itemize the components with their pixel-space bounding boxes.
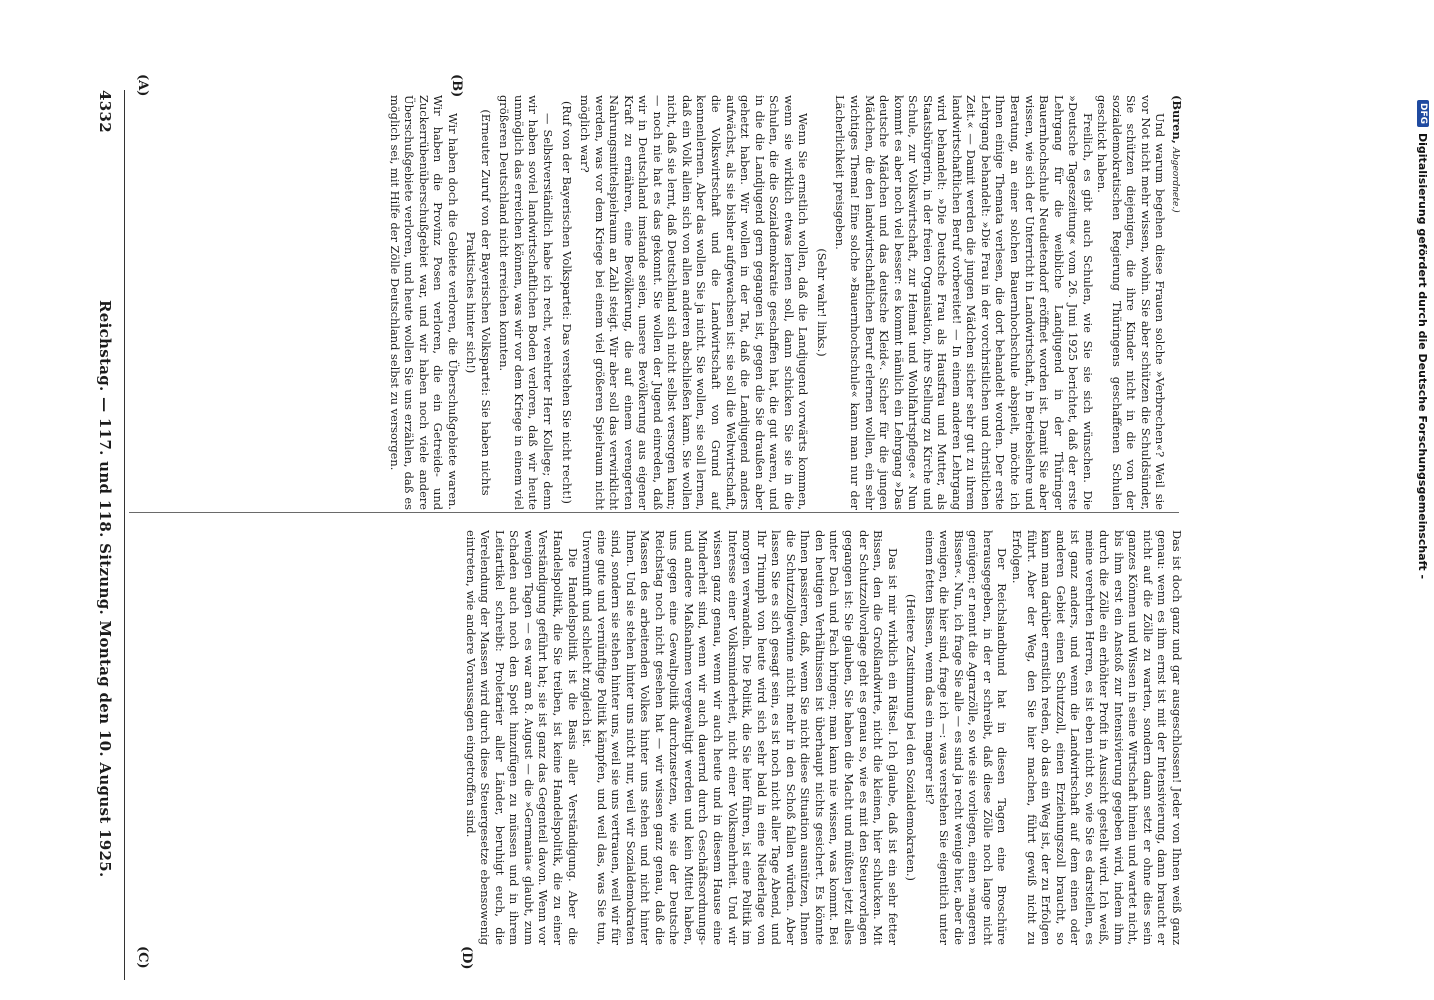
interjection: (Sehr wahr! links.): [814, 248, 829, 357]
paragraph: Und warum begehen diese Frauen solche »Verbrechen«? Weil sie vor Not nicht mehr wissen, wohin. Sie aber schützen die Schuldsünder, Sie schützen diejenigen, die ihre Kinder nicht in die von der sozialdemokratischen Regierung Thüringens geschaffenen Schulen geschickt haben.: [1095, 95, 1168, 510]
page-number: 4332: [96, 90, 114, 133]
margin-mark-b: (B): [449, 74, 464, 98]
page-header: [90, 90, 120, 940]
paragraph: Das ist doch ganz und gar ausgeschlossen! Jeder von Ihnen weiß ganz genau: wenn es ihm ernst ist mit der Intensivierung, dann braucht er nicht auf die Zölle zu warten, sondern dann setzt er ohne dies sein ganzes Können und Wissen in seine Wirtschaft hinein und wartet nicht, bis ihm erst ein Anstoß zur Intensivierung gegeben wird, indem ihm durch die Zölle ein erhöhter Profit in Aussicht gestellt wird. Ich weiß, meine verehrten Herren, es ist eben nicht so, wie Sie es darstellen, es ist ganz anders, und wenn die Landwirtschaft auf dem einen oder anderen Gebiet einen Schutzzoll, einen Erziehungszoll braucht, so kann man darüber ernstlich reden, ob das ein Weg ist, der zu Erfolgen führt. Aber der Weg, den Sie hier machen, führt gewiß nicht zu Erfolgen.: [1009, 530, 1184, 945]
speaker-line: [1167, 95, 1184, 510]
paragraph: — Selbstverständlich habe ich recht, verehrter Herr Kollege; denn wir haben soviel landwirtschaftlichen Boden verloren, daß wir heute unmöglich das erreichen können, was wir vor dem Kriege in einem viel größeren Deutschland nicht erreichen konnten.: [497, 95, 556, 510]
right-column: [129, 530, 1184, 945]
column-divider: [129, 512, 1179, 513]
digitization-credit: [1412, 100, 1434, 1000]
paragraph: Die Handelspolitik ist die Basis aller Verständigung. Aber die Handelspolitik, die Sie treiben, ist keine Handelspolitik, die zu einer Verständigung geführt hat; sie ist ganz das Gegenteil davon. Wenn vor wenigen Tagen — es war am 8. August — die »Germania« glaubt, zum Schaden auch noch den Spott hinzufügen zu müssen und in ihrem Leitartikel schreibt: Proletarier aller Länder, beruhigt euch, die Verelendung der Massen wird durch diese Steuergesetze ebensowenig eintreten, wie andere Voraussagen eingetroffen sind.: [463, 530, 580, 945]
interjection: (Erneuter Zuruf von der Bayerischen Volkspartei: Sie haben nichts Praktisches hinter sich!): [464, 109, 493, 496]
paragraph: Freilich, es gibt auch Schulen, wie Sie sie sich wünschen. Die »Deutsche Tageszeitung« vom 26. Juni 1925 berichtet, daß der erste Lehrgang für die weibliche Landjugend in der Thüringer Bauernhochschule Neudietendorf eröffnet worden ist. Damit Sie aber wissen, wie sich der Unterricht in Landwirtschaft, in Betriebslehre und Beratung, an einer solchen Bauernhochschule abspielt, möchte ich Ihnen einige Themata verlesen, die dort behandelt worden. Der erste Lehrgang behandelt: »Die Frau in der vorchristlichen und christlichen Zeit.« — Damit werden die jungen Mädchen sicher sehr gut zu ihrem landwirtschaftlichen Beruf vorbereitet! — In einem anderen Lehrgang wird behandelt: »Die Deutsche Frau als Hausfrau und Mutter, als Staatsbürgerin, in der freien Organisation, ihre Stellung zu Kirche und Schule, zur Volkswirtschaft, zur Heimat und Wohlfahrtspflege.« Nun kommt es aber noch viel besser: es kommt nämlich ein Lehrgang »Das deutsche Mädchen und das deutsche Kleid«. Sicher für die jungen Mädchen, die den landwirtschaftlichen Beruf erlernen wollen, ein sehr wichtiges Thema! Eine solche »Bauernhochschule« kann man nur der Lächerlichkeit preisgeben.: [833, 95, 1095, 510]
interjection: (Heitere Zustimmung bei den Sozialdemokraten.): [904, 594, 919, 881]
paragraph: Der Reichslandbund hat in diesen Tagen eine Broschüre herausgegeben, in der er schreibt, daß diese Zölle noch lange nicht genügen; er nennt die Agrarzölle, so wie sie vorliegen, einen »mageren Bissen«. Nun, ich frage Sie alle — es sind ja recht wenige hier, aber die wenigen, die hier sind, frage ich —: was verstehen Sie eigentlich unter einem fetten Bissen, wenn das ein magerer ist?: [922, 530, 1010, 945]
paragraph: Wir haben doch die Gebiete verloren, die Überschußgebiete waren. Wir haben die Provinz Posen verloren, die ein Getreide- und Zuckerrübenüberschußgebiet war, und wir haben noch viele andere Überschußgebiete verloren, und heute wollen Sie uns erzählen, daß es möglich sei, mit Hilfe der Zölle Deutschland selbst zu versorgen.: [387, 95, 460, 510]
page-title: Reichstag. — 117. und 118. Sitzung. Montag den 10. August 1925.: [96, 300, 114, 878]
margin-mark-a: (A): [135, 74, 150, 97]
margin-mark-d: (D): [459, 946, 474, 970]
paragraph: Wenn Sie ernstlich wollen, daß die Landjugend vorwärts kommen, wenn sie wirklich etwas lernen soll, dann schicken Sie sie in die Schulen, die die Sozialdemokratie geschaffen hat, die gut waren, und in die die Landjugend gern gegangen ist, gegen die Sie draußen aber gehetzt haben. Wir wollen in der Tat, daß die Landjugend anders aufwächst, als sie bisher aufgewachsen ist: sie soll die Weltwirtschaft, die Volkswirtschaft und die Landwirtschaft von Grund auf kennenlernen. Aber das wollen Sie ja nicht. Sie wollen, sie soll lernen, daß ein Volk allein sich von allen anderen abschließen kann. Sie wollen nicht, daß sie lernt, daß Deutschland sich nicht selbst versorgen kann; — noch nie hat es das gekonnt. Sie wollen der Jugend einreden, daß wir in Deutschland imstande seien, unsere Bevölkerung aus eigener Kraft zu ernähren, eine Bevölkerung, die auf einem verengerten Nahrungsmittelspielraum an Zahl steigt. Wir aber soll das verwirklicht werden, was vor dem Kriege bei einem viel größeren Spielraum nicht möglich war?: [578, 95, 811, 510]
paragraph: Das ist mir wirklich ein Rätsel. Ich glaube, daß ist ein sehr fetter Bissen, den die Großlandwirte, nicht die kleinen, hier schlucken. Mit der Schutzzollvorlage geht es genau so, wie es mit den Steuervorlagen gegangen ist: Sie glauben, Sie haben die Macht und müßten jetzt alles unter Dach und Fach bringen; man kann nie wissen, was kommt. Bei den heutigen Verhältnissen ist überhaupt nichts gesichert. Es könnte Ihnen passieren, daß, wenn Sie nicht diese Situation ausnützen, Ihnen die Schutzzollgewinne nicht mehr in den Schoß fallen würden. Aber lassen Sie es sich gesagt sein, es ist noch nicht aller Tage Abend, und Ihr Triumph von heute wird sich sehr bald in eine Niederlage von morgen verwandeln. Die Politik, die Sie hier führen, ist eine Politik im Interesse einer Volksminderheit, nicht einer Volksmehrheit. Und wir wissen ganz genau, wenn wir auch heute und in diesem Hause eine Minderheit sind, wenn wir auch dauernd durch Geschäftsordnungs- und andere Maßnahmen vergewaltigt werden und kein Mittel haben, uns gegen eine Gewaltpolitik durchzusetzen, wie sie der Deutsche Reichstag noch nicht gesehen hat — wir wissen ganz genau, daß die Massen des arbeitenden Volkes hinter uns stehen und nicht hinter Ihnen. Und sie stehen hinter uns nicht nur, weil wir Sozialdemokraten sind, sondern sie stehen hinter uns, weil sie uns vertrauen, weil wir für eine gute und vernünftige Politik kämpfen, und weil das, was Sie tun, Unvernunft und schlecht zugleich ist.: [580, 530, 900, 945]
credit-text: Digitalisierung gefördert durch die Deutsche Forschungsgemeinschaft -: [1416, 133, 1430, 580]
header-rule: [124, 90, 125, 980]
margin-mark-c: (C): [135, 946, 150, 969]
interjection: (Ruf von der Bayerischen Volkspartei: Das verstehen Sie nicht recht!): [559, 100, 574, 504]
left-column: [129, 95, 1184, 510]
dfg-logo: DFG: [1417, 100, 1429, 127]
speaker-role: Abgeordnete.): [1170, 147, 1180, 213]
speaker-name: (Buren,: [1170, 95, 1184, 144]
